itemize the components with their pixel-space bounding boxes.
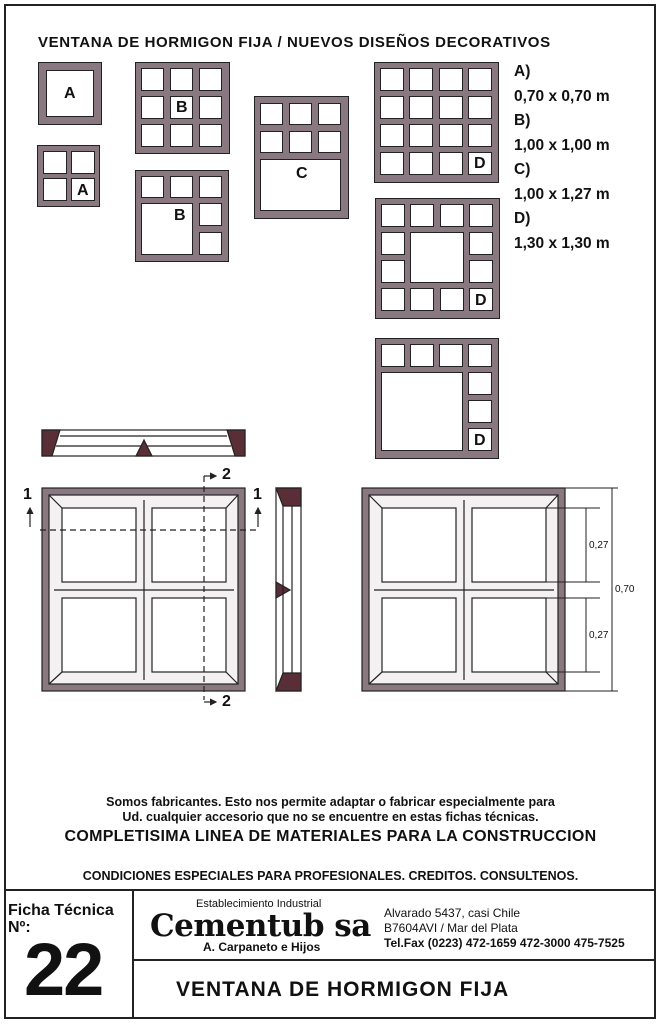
footer-divider-vertical: [132, 889, 134, 1019]
info-line-2: Ud. cualquier accesorio que no se encuentre en estas fichas técnicas.: [122, 810, 539, 824]
dimension-upper: 0,27: [589, 540, 609, 551]
dimension-total: 0,70: [615, 584, 635, 595]
size-a-value: 0,70 x 0,70 m: [514, 87, 610, 105]
ficha-no-text: Nº:: [8, 919, 31, 936]
owners-text: A. Carpaneto e Hijos: [203, 940, 321, 954]
address-line-2: B7604AVI / Mar del Plata: [384, 921, 518, 935]
section-1-right-label: 1: [253, 486, 262, 503]
page-title: VENTANA DE HORMIGON FIJA / NUEVOS DISEÑOS DECORATIVOS: [38, 34, 551, 51]
phone-line: Tel.Fax (0223) 472-1659 472-3000 475-7525: [384, 936, 625, 950]
size-b-label: B): [514, 112, 531, 129]
slogan: COMPLETISIMA LINEA DE MATERIALES PARA LA CONSTRUCCION: [64, 828, 597, 845]
window-d-label: D: [474, 432, 486, 449]
ficha-tecnica-text: Ficha Técnica: [8, 902, 114, 919]
window-d-label: D: [474, 155, 486, 172]
establishment-text: Establecimiento Industrial: [196, 898, 322, 910]
address-line-1: Alvarado 5437, casi Chile: [384, 906, 521, 920]
size-d-label: D): [514, 210, 531, 227]
size-b-value: 1,00 x 1,00 m: [514, 136, 610, 154]
window-a-label: A: [64, 85, 76, 102]
top-section-profile: [42, 430, 245, 456]
side-section-profile: [276, 488, 301, 691]
ficha-number: 22: [24, 928, 103, 1011]
size-d-value: 1,30 x 1,30 m: [514, 234, 610, 252]
elevation-window-right: [362, 488, 565, 691]
size-a-label: A): [514, 63, 531, 80]
company-logo: Cementub sa: [150, 908, 371, 944]
info-line-1: Somos fabricantes. Esto nos permite adaptar o fabricar especialmente para: [106, 795, 555, 809]
section-1-left-label: 1: [23, 486, 32, 503]
elevation-window-left: [40, 476, 260, 700]
window-d-label: D: [475, 292, 487, 309]
conditions-text: CONDICIONES ESPECIALES PARA PROFESIONALES. CREDITOS. CONSULTENOS.: [82, 869, 579, 883]
size-c-label: C): [514, 161, 531, 178]
section-2-bottom-label: 2: [222, 693, 231, 710]
address-block: [384, 906, 625, 951]
dimension-lower: 0,27: [589, 630, 609, 641]
footer-divider-top: [4, 889, 656, 891]
window-c-label: C: [296, 165, 308, 182]
window-b-label: B: [174, 207, 186, 224]
window-a-label: A: [77, 182, 89, 199]
footer-divider-mid: [132, 959, 656, 961]
window-b-label: B: [176, 99, 188, 116]
product-title: VENTANA DE HORMIGON FIJA: [176, 978, 510, 1001]
size-c-value: 1,00 x 1,27 m: [514, 185, 610, 203]
section-2-top-label: 2: [222, 466, 231, 483]
